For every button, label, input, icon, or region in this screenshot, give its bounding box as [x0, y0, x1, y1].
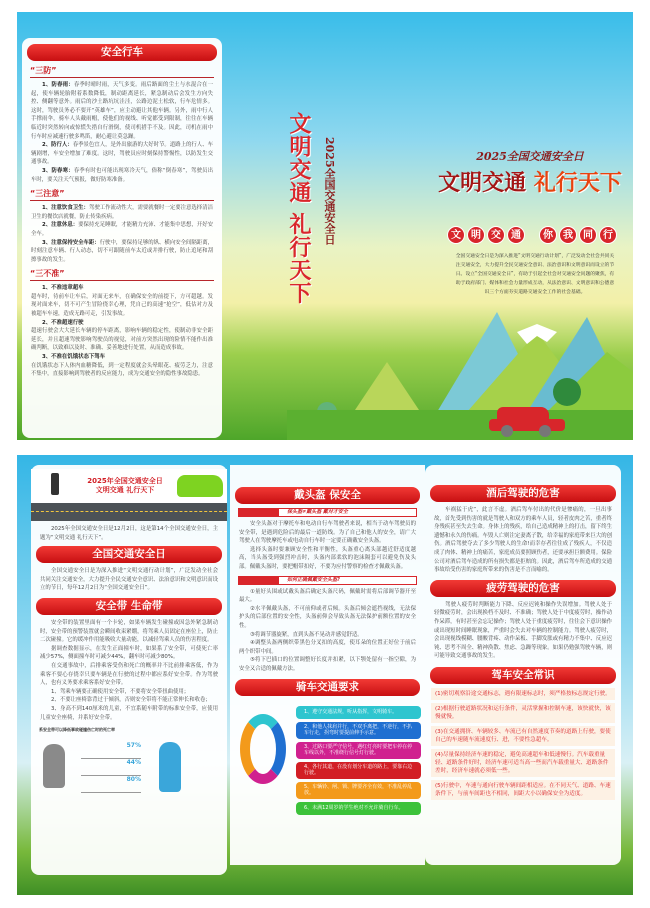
- list-item: [31, 81, 213, 141]
- spine-subtitle: 2025全国交通安全日: [323, 137, 336, 245]
- helmet-step: ①量好头围或试戴头盔后确定头盔尺码，佩戴时需将后部调节器开至最大。: [239, 588, 416, 604]
- item-text: 行驶中，要保持足够的纵、横向安全间隔距离，时刻注意车辆、行人动态，切不可跟随前车太近或并排行驶，防止追尾和刮擦事故的发生。: [31, 239, 213, 263]
- cover-intro: 全国交通安全日是为深入推进“文明交通行动计划”，广泛发动全社会共同关注交通安全，大力提升全民交通安全意识、法治意识和文明意识而设立的节日。设立“全国交通安全日”，有助于引起全社会对交通安全问题的聚焦，有助于政府部门、媒体和社会力量形成互动，从法治意识、文明意识和公德意识三个方面夯实道路交通安全工作的社会基础。: [455, 254, 615, 295]
- tip-item: (5)行驶中，车速与通向行驶车辆间距相适应。在不同天气、道路、车速条件下，与前车间距也不相同，间距大小以确保安全为适度。: [431, 780, 615, 800]
- riding-rule: 5、车辆铃、闸、锁、牌要齐全有效，不准乱停乱放。: [296, 782, 421, 799]
- tips-title: 驾车安全常识: [430, 667, 616, 684]
- item-text: 要保持充足睡眠，才能精力充沛、才能集中思想，开好安全车。: [31, 222, 213, 237]
- banner-text: [75, 477, 175, 495]
- item-lead: 3、防春寒：: [42, 167, 74, 174]
- helmet-howto-flag: 如何正确佩戴安全头盔?: [238, 576, 417, 585]
- badge-char: 我: [559, 226, 577, 244]
- seatbelt-person-icon: [159, 742, 181, 792]
- riding-rule: 6、未满12周岁的学生绝对不允许骑自行车。: [296, 802, 421, 815]
- riding-rule: 4、各行其道，在没有划分车道的路上，要靠右边行驶。: [296, 762, 421, 779]
- stat-value: 44%: [81, 759, 141, 776]
- cover-title: 文明交通 礼行天下: [438, 171, 622, 196]
- spine-title: 文明交通 礼行天下: [286, 112, 312, 305]
- badge-char: 同: [579, 226, 597, 244]
- seatbelt-infographic: [31, 738, 227, 798]
- seated-person-icon: [43, 744, 65, 788]
- green-car-icon: [177, 475, 223, 497]
- item-lead: 1、注意饮食卫生：: [42, 205, 89, 212]
- column-driving: [425, 465, 621, 865]
- helmet-step: ④调整头盔两侧织带黑色分叉扣的高度，使耳朵的位置正好位于前后两个织带中间。: [239, 640, 416, 655]
- item-text: 春季有时也可能出现寒冷天气，俗称“倒春寒”，驾驶员出车时，要关注天气预报，做好防寒准备。: [31, 167, 213, 183]
- badge-char: 你: [539, 226, 557, 244]
- list-item: [31, 167, 213, 184]
- traffic-light-icon: [51, 473, 59, 495]
- fatigue-title: 疲劳驾驶的危害: [430, 580, 616, 597]
- riding-rules: [230, 700, 425, 815]
- tip-item: (1)密切观察沿途交通标志，遇有限速标志时，须严格按标志规定行驶。: [431, 688, 615, 700]
- seatbelt-paragraph: 据调查数据显示，在发生正面撞车时，如果系了安全带，可使死亡率减少57%，侧面撞车时可减少44%，翻车时可减少80%。: [40, 645, 218, 661]
- item-text: 春季景色宜人，是外出旅游的大好时节。道路上的行人、车辆剧增，车安全增加了难度。这时，驾驶员应时刻保持警惕性，以防发生交通事故。: [31, 142, 213, 166]
- badge-char: 明: [467, 226, 485, 244]
- ring-graphic: [240, 714, 286, 784]
- drunk-text: 车祸猛于虎”，此言不虚。酒后驾车付出的代价是惨痛的，一旦出事故，首先受到伤害的就是驾驶人和双方的乘车人员，轻者皮肉之苦，重者终身残疾甚至失去生命。身体上的残疾，给自己造成精神上的打击，留下终生遗憾和永久的伤痛。车毁人亡则注定妻离子散，给幸福的家庭带来巨大的创伤。酒后驾驶夺去了多少驾驶人的生命!而幸存者往往成了残疾人，不仅造成了肉体、精神上的痛苦，家庭成员要照顾伤者，还要承担巨额费用。保险公司对酒后驾车造成的所有损失都是拒赔的。因此，酒后驾车所造成的交通事故给受伤害的家庭所带来的伤害是不言而喻的。: [434, 507, 612, 574]
- seatbelt-paragraph: 2、不要让座椅靠背过于倾斜，否则安全带将不能正常伸长和收卷；: [51, 697, 211, 704]
- traffic-day-text: 全国交通安全日是为深入推进“文明交通行动计划”，广泛发动全社会共同关注交通安全，大力提升全民交通安全意识、法治意识和文明意识而设立的节日，每年12月2日为“全国交通安全日”。: [40, 568, 218, 592]
- list-item: [31, 319, 213, 353]
- item-text: 春季时晴时雨，天气多变。雨后路面的尘土与水混合在一起，使车辆轮胎附着系数降低，制动距离延长，紧急制动后会发生方向失控、侧翻等意外。雨后的沙土路坑坑洼洼，公路边泥土松软，行车危情多。这时，驾驶员务必不要开“英雄车”，应主动避让其他车辆。另外，雨中行人手撑雨伞，骑车人头戴雨帽，使他们的视线、听觉都受到限制，往往在车辆临近时突然转向或惊慌失措自行滑倒，使司机措手不及。因此，司机在雨中行车时应减速行驶多鸣笛，耐心避让莫急躁。: [31, 82, 213, 140]
- stat-value: 57%: [81, 742, 141, 759]
- section-heading: “三防”: [30, 65, 214, 78]
- cover-badges: [447, 226, 617, 244]
- helmet-paragraph: 安全头盔对于摩托车和电动自行车驾驶者来说，相当于动车驾驶员的安全带，是遇到危险后的最后一道防线。为了自己和他人的安全，请广大驾驶人在驾驶摩托车或电动自行车时一定要正确戴安全头盔。: [239, 521, 416, 545]
- item-text: 驾驶工作流动性大，需要就餐时一定要注意选择清洁卫生的餐饮店就餐，防止传染疾病。: [31, 205, 213, 220]
- brochure-inside: [17, 455, 633, 895]
- item-lead: 2、注意休息：: [42, 222, 79, 229]
- section-heading: “三不准”: [30, 268, 214, 281]
- item-lead: 3、不准在饥饿状态下驾车: [42, 354, 106, 361]
- list-item: [31, 239, 213, 265]
- seatbelt-chart-caption: 系安全带可以降低事故碰撞伤亡时的死亡率: [39, 727, 115, 733]
- column-helmet: [230, 465, 425, 865]
- item-lead: 1、防春雨：: [42, 82, 74, 88]
- safe-driving-panel: [22, 38, 222, 438]
- seatbelt-paragraph: 3、身高不到140厘米的儿童，不宜系随车附带的标准安全带，应使用儿童安全座椅，并系好安全带。: [40, 705, 218, 721]
- seatbelt-paragraph: 在交通事故中，后排乘客受伤和死亡的概率并不比前排乘客低，作为乘客不要心存侥幸只要车辆是在行驶的过程中都应系好安全带。作为驾驶人，也有义务要求乘客系好安全带。: [40, 662, 218, 687]
- road-marking: [31, 511, 227, 512]
- tip-item: (2)根据行驶道路状况和运行条件，灵活掌握和控制车速，该快就快，该慢就慢。: [431, 703, 615, 723]
- banner-line2: 文明交通 礼行天下: [95, 486, 155, 494]
- cover-subtitle: 2025全国交通安全日: [476, 150, 584, 163]
- list-item: [31, 353, 213, 379]
- helmet-paragraph: 选择头盔时要兼顾安全性和平衡性，头盔重心离头部越近舒适度越高，当头盔受到强烈冲击时，头盔内部柔软的泡沫隔套可以避免伤及头部。佩戴头盔时，要把帽带扣好，不要为应付警察的检查才佩戴头盔。: [239, 546, 416, 570]
- tip-item: (4)尽量保持经济车速的稳定，避免高速超车和低速慢行。汽车载重量轻、道路条件好时，经济车速可适当高一些而汽车载重量大、道路条件差时，经济车速就必须低一些。: [431, 749, 615, 777]
- item-text: 超速行驶会大大延长车辆的停车距离，影响车辆的稳定性，使制动非安全距延长，并且超速驾驶影响驾驶员的视觉，对前方突然出现的险情不能作出准确判断，以致难以及时、准确、妥善地进行处置，从而造成事故。: [31, 328, 213, 352]
- list-item: [31, 141, 213, 167]
- fatigue-text: 驾驶人疲劳时判断能力下降、反应迟钝和操作失误增加。驾驶人处于轻微疲劳时，会出现换档不及时、不准确；驾驶人处于中度疲劳时，操作动作呆滞，有时甚至会忘记操作；驾驶人处于重度疲劳时，往往会下意识操作或出现短时间睡眠现象，严重时会失去对车辆的控制能力。驾驶人疲劳时，会出现视线模糊、腰酸背疼、动作呆板、手脚发胀或有精力不集中、反应迟钝、思考不周全、精神涣散、焦虑、急躁等现象。如果仍勉强驾驶车辆，则可能导致交通事故的发生。: [434, 601, 612, 660]
- column-traffic-day: [31, 465, 227, 875]
- banner: [31, 469, 227, 521]
- helmet-step: ②水平佩戴头盔，不可前仰或者后倾。头盔后倾会遮挡视线，无法保护头的后部位置的安全性，头盔前仰会导致头盔无法保护前额位置的安全性。: [239, 605, 416, 629]
- helmet-flag: 保头盔≠戴头盔 戴对才安全: [238, 508, 417, 517]
- drunk-title: 酒后驾驶的危害: [430, 485, 616, 502]
- item-lead: 3、注意保持安全车距：: [42, 239, 100, 246]
- stat-value: 80%: [81, 776, 141, 793]
- badge-char: 文: [447, 226, 465, 244]
- helmet-title: 戴头盔 保安全: [235, 487, 420, 504]
- badge-char: 通: [507, 226, 525, 244]
- badge-char: 行: [599, 226, 617, 244]
- item-text: 在饥饿状态下人体内血糖降低，到一定程度就会头晕眼花、疲劳乏力，注意不集中，直接影响到驾驶者的反应能力，成为交通安全的隐性事故隐患。: [31, 362, 213, 378]
- seatbelt-paragraph: 1、驾乘车辆要正确使用安全带，不要将安全带扭曲使用；: [51, 688, 190, 695]
- traffic-day-intro: 2025年全国交通安全日是12月2日，这是第14个全国交通安全日，主题为“文明交通 礼行天下”。: [40, 526, 218, 541]
- list-item: [31, 284, 213, 318]
- item-lead: 2、不准超速行驶: [42, 319, 84, 326]
- riding-rule: 3、过路口要严守信号，遇红灯亮时要把车停在停车线以外，不准绕行信号灯行驶。: [296, 742, 421, 759]
- traffic-day-title: 全国交通安全日: [36, 546, 222, 563]
- riding-title: 骑车交通要求: [235, 679, 420, 696]
- red-car-icon: [489, 407, 565, 435]
- item-text: 超车时，待前车让车后，对面无来车，在确保安全的前提下，方可超越。发现对面来车，切不可产生冒险侥幸心理，凭自己的高速“抢空”，低估对方及被超车车速，造成无路可走，引发事故。: [31, 293, 213, 318]
- item-lead: 2、防行人：: [42, 142, 73, 149]
- section-heading: “三注意”: [30, 188, 214, 201]
- tip-item: (3)在交通拥挤、车辆较多、车流已有自然速度节奏的道路上行驶，要使自己的车速随车流速度行、进，不要性急超车。: [431, 726, 615, 746]
- helmet-step: ⑤将下巴插口的位置调整好长度并扣紧，以下颚处留有一指空隙，为安全又合适的佩戴方法。: [239, 657, 416, 672]
- seatbelt-title: 安全带 生命带: [36, 598, 222, 615]
- riding-rule: 2、和他人抹肩并行，不双手离把，不逆行，不扒车行走，拐弯时要提前伸手示意。: [296, 722, 421, 739]
- safe-driving-title: 安全行车: [27, 44, 217, 61]
- badge-char: 交: [487, 226, 505, 244]
- item-lead: 1、不准违章超车: [42, 285, 84, 292]
- seatbelt-paragraph: 安全带的装置里面有一个卡轮，如果车辆发生碰撞或因急外紧急制动时，安全带的预警装置就会瞬间收束紧绷，将驾乘人员固定在座位上，防止二次碰撞。它的缓冲作用能吸收大量动能，以减轻驾乘人员的伤害程度。: [40, 619, 218, 644]
- landscape-illustration: [287, 312, 633, 440]
- brochure-outside: [17, 12, 633, 440]
- list-item: [31, 221, 213, 238]
- list-item: [31, 204, 213, 221]
- banner-line1: 2025年全国交通安全日: [87, 477, 163, 485]
- helmet-step: ③将调节器旋紧，直到头盔不晃动并感觉舒适。: [250, 631, 363, 638]
- riding-rule: 1、遵守交通法规，听从指挥，文明骑车。: [296, 706, 421, 719]
